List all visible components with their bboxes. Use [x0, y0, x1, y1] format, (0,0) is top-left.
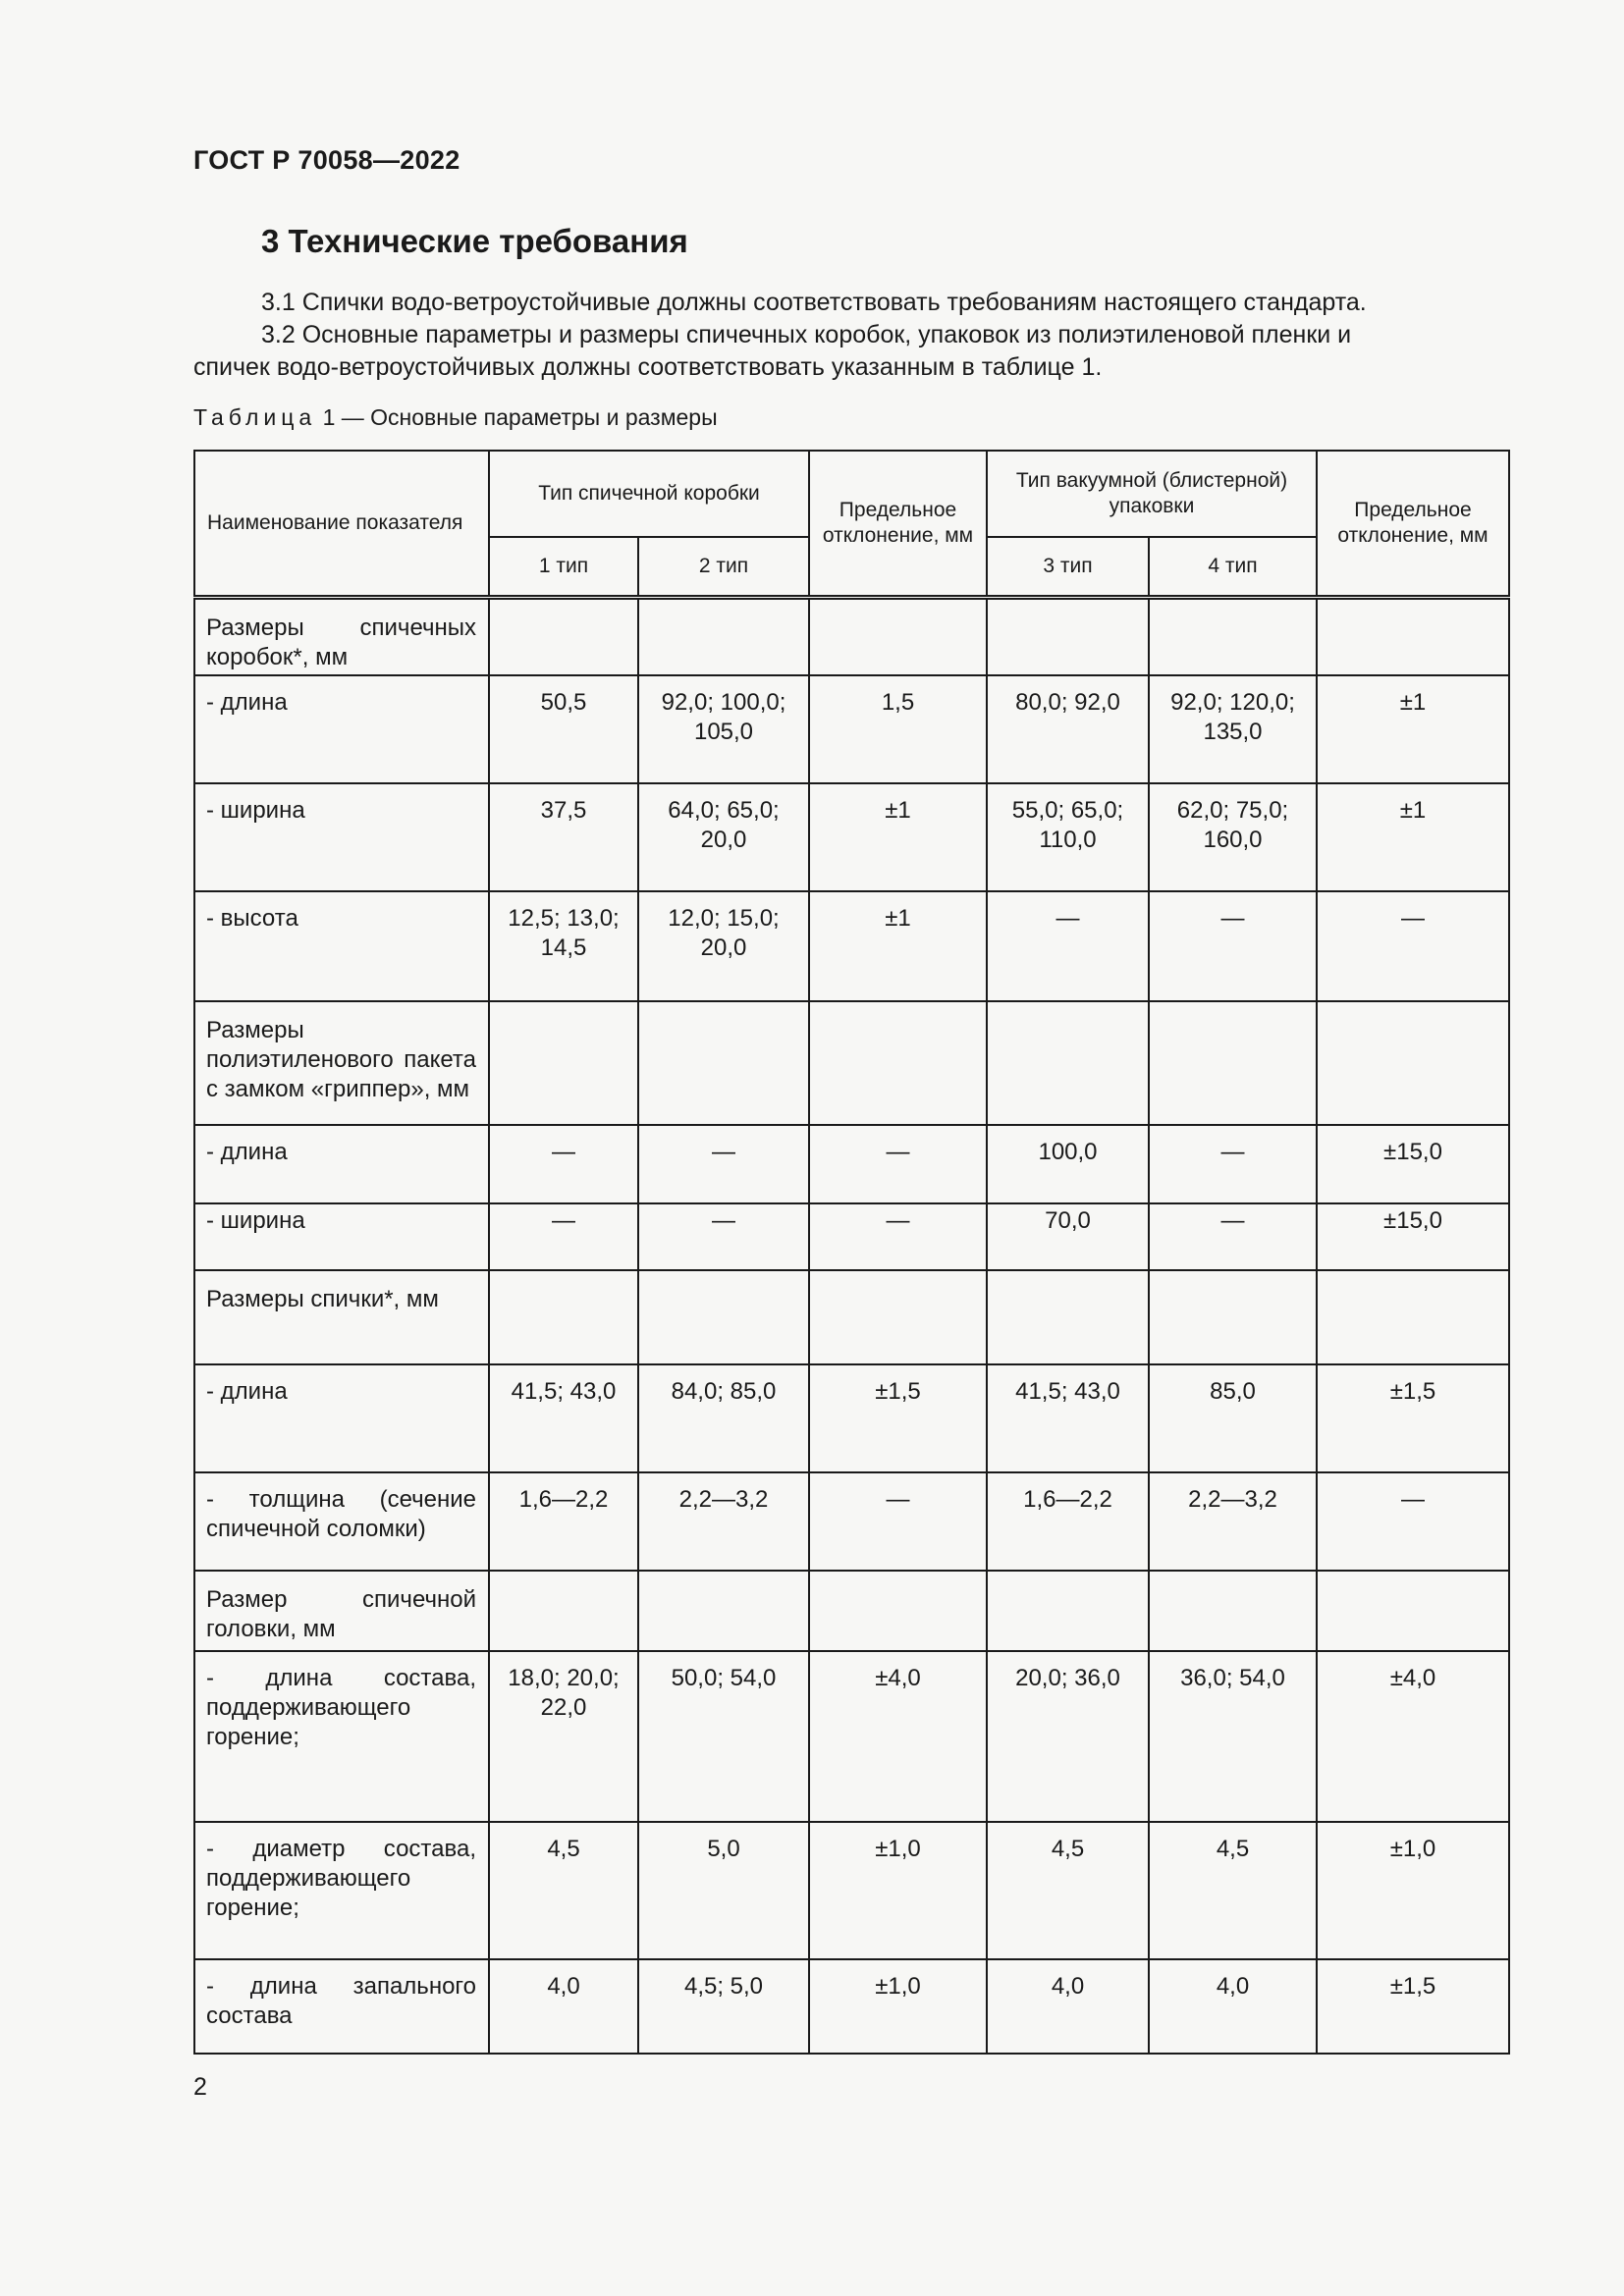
value-cell-t2: [638, 891, 809, 1001]
table-row: [194, 1125, 1509, 1203]
group-title-cell: [194, 598, 489, 676]
value-t3: 70,0: [1045, 1207, 1091, 1234]
empty-cell: [1149, 1270, 1317, 1364]
row-label-cell: [194, 1125, 489, 1203]
header-deviation-1: Предельное отклонение, мм: [809, 451, 987, 598]
value-cell-t1: [489, 783, 638, 891]
value-cell-t1: [489, 1203, 638, 1270]
value-cell-d2: [1317, 891, 1509, 1001]
group-title: Размер спичечной головки, мм: [206, 1586, 476, 1642]
header-box-type: Тип спичечной коробки: [489, 451, 809, 537]
empty-cell: [638, 598, 809, 676]
row-label: - длина запального состава: [206, 1973, 476, 2029]
value-cell-d1: [809, 1959, 987, 2054]
table-caption-word: Таблица: [193, 404, 317, 430]
value-cell-t2: [638, 1364, 809, 1472]
header-name: Наименование показателя: [194, 451, 489, 598]
row-label-cell: [194, 1822, 489, 1959]
value-t2: —: [712, 1207, 735, 1234]
value-d1: ±1,0: [875, 1973, 921, 2000]
empty-cell: [987, 1001, 1149, 1125]
value-t3: 4,5: [1051, 1836, 1085, 1862]
value-cell-t2: [638, 1125, 809, 1203]
value-cell-d2: [1317, 1125, 1509, 1203]
value-cell-d1: [809, 1472, 987, 1571]
table-caption-rest: 1 — Основные параметры и размеры: [316, 404, 718, 430]
value-cell-t4: [1149, 891, 1317, 1001]
value-cell-d2: [1317, 783, 1509, 891]
empty-cell: [809, 598, 987, 676]
value-d2: ±1: [1399, 689, 1427, 716]
empty-cell: [987, 1270, 1149, 1364]
value-cell-t4: [1149, 1203, 1317, 1270]
value-cell-t2: [638, 1472, 809, 1571]
value-d2: ±4,0: [1389, 1665, 1436, 1691]
value-d2: —: [1401, 905, 1425, 932]
value-t3: 20,0; 36,0: [1015, 1665, 1120, 1691]
value-cell-t3: [987, 1472, 1149, 1571]
table-group-row: [194, 1571, 1509, 1651]
empty-cell: [489, 1001, 638, 1125]
value-t3: 1,6—2,2: [1023, 1486, 1112, 1513]
value-cell-t4: [1149, 1125, 1317, 1203]
value-cell-t4: [1149, 783, 1317, 891]
table-row: [194, 1472, 1509, 1571]
value-d2: ±1,0: [1389, 1836, 1436, 1862]
empty-cell: [489, 1571, 638, 1651]
value-t2: 5,0: [707, 1836, 740, 1862]
table-row: [194, 1959, 1509, 2054]
value-cell-t1: [489, 1959, 638, 2054]
value-t1: 37,5: [540, 797, 587, 824]
empty-cell: [638, 1270, 809, 1364]
value-cell-t2: [638, 1203, 809, 1270]
empty-cell: [1317, 1571, 1509, 1651]
value-t2: 84,0; 85,0: [671, 1378, 777, 1405]
row-label-cell: [194, 891, 489, 1001]
value-cell-t4: [1149, 675, 1317, 783]
group-title-cell: [194, 1001, 489, 1125]
value-t2: 2,2—3,2: [678, 1486, 769, 1513]
page-number: 2: [193, 2073, 207, 2101]
value-cell-t1: [489, 891, 638, 1001]
value-t1: —: [552, 1207, 575, 1234]
empty-cell: [489, 598, 638, 676]
empty-cell: [809, 1001, 987, 1125]
value-d1: ±1,0: [875, 1836, 921, 1862]
header-type-1: 1 тип: [489, 537, 638, 598]
paragraph-3-1-text: 3.1 Спички водо-ветроустойчивые должны соответствовать требованиям настоящего стандарта.: [261, 289, 1367, 316]
value-t2: 64,0; 65,0; 20,0: [668, 797, 780, 853]
section-heading: 3 Технические требования: [261, 223, 688, 259]
value-t2: 50,0; 54,0: [671, 1665, 777, 1691]
value-t3: 4,0: [1051, 1973, 1085, 2000]
value-cell-t1: [489, 1125, 638, 1203]
value-cell-d1: [809, 675, 987, 783]
value-d2: ±1: [1399, 797, 1427, 824]
value-cell-d2: [1317, 1364, 1509, 1472]
value-cell-d1: [809, 1364, 987, 1472]
value-cell-d1: [809, 1822, 987, 1959]
value-t4: 4,5: [1216, 1836, 1250, 1862]
paragraph-3-2-line1: 3.2 Основные параметры и размеры спичечных коробок, упаковок из полиэтиленовой пленки и: [261, 321, 1352, 348]
row-label-cell: [194, 1472, 489, 1571]
value-d2: ±1,5: [1389, 1973, 1436, 2000]
value-t4: 92,0; 120,0; 135,0: [1170, 689, 1295, 745]
value-t1: 41,5; 43,0: [511, 1378, 617, 1405]
value-t3: 80,0; 92,0: [1015, 689, 1120, 716]
row-label: - длина состава, поддерживающего горение;: [206, 1665, 476, 1750]
value-d1: ±1,5: [875, 1378, 921, 1405]
value-cell-d2: [1317, 1959, 1509, 2054]
table-row: [194, 1822, 1509, 1959]
row-label-cell: [194, 675, 489, 783]
row-label-cell: [194, 1364, 489, 1472]
value-t4: —: [1220, 1139, 1245, 1165]
value-t1: 4,0: [547, 1973, 580, 2000]
value-cell-t2: [638, 1822, 809, 1959]
row-label: - толщина (сечение спичечной соломки): [206, 1486, 476, 1542]
value-t2: 4,5; 5,0: [683, 1973, 764, 2000]
group-title: Размеры спички*, мм: [206, 1286, 439, 1312]
header-type-2: 2 тип: [638, 537, 809, 598]
table-caption: [193, 404, 718, 431]
value-cell-d1: [809, 1651, 987, 1822]
value-d2: ±15,0: [1383, 1207, 1442, 1234]
table-row: [194, 675, 1509, 783]
table-group-row: [194, 1001, 1509, 1125]
group-title-cell: [194, 1571, 489, 1651]
value-cell-d2: [1317, 675, 1509, 783]
value-cell-t3: [987, 1822, 1149, 1959]
table-row: [194, 1651, 1509, 1822]
value-t4: 36,0; 54,0: [1180, 1665, 1285, 1691]
value-t3: 41,5; 43,0: [1015, 1378, 1120, 1405]
table-row: [194, 1364, 1509, 1472]
value-d1: —: [886, 1139, 910, 1165]
group-title-cell: [194, 1270, 489, 1364]
value-t3: —: [1056, 905, 1080, 932]
value-cell-t1: [489, 1822, 638, 1959]
empty-cell: [987, 1571, 1149, 1651]
header-type-3: 3 тип: [987, 537, 1149, 598]
empty-cell: [1317, 1001, 1509, 1125]
table-row: [194, 1203, 1509, 1270]
empty-cell: [638, 1001, 809, 1125]
row-label: - ширина: [206, 797, 305, 824]
value-cell-t2: [638, 783, 809, 891]
value-t2: 92,0; 100,0; 105,0: [661, 689, 786, 745]
value-t1: —: [552, 1139, 575, 1165]
empty-cell: [987, 598, 1149, 676]
value-t1: 50,5: [540, 689, 587, 716]
row-label-cell: [194, 1651, 489, 1822]
value-d2: —: [1401, 1486, 1425, 1513]
value-cell-t3: [987, 675, 1149, 783]
value-d1: 1,5: [881, 689, 915, 716]
group-title: Размеры полиэтиленового пакета с замком «гриппер», мм: [206, 1017, 476, 1102]
document-code: ГОСТ Р 70058—2022: [193, 145, 460, 175]
value-cell-t1: [489, 675, 638, 783]
empty-cell: [1149, 1571, 1317, 1651]
row-label-cell: [194, 1203, 489, 1270]
value-cell-t2: [638, 1959, 809, 2054]
row-label: - длина: [206, 689, 288, 716]
value-cell-t3: [987, 783, 1149, 891]
row-label: - ширина: [206, 1207, 305, 1234]
value-t1: 12,5; 13,0; 14,5: [508, 905, 620, 961]
value-cell-t4: [1149, 1959, 1317, 2054]
paragraph-3-2: [193, 319, 1508, 384]
value-cell-d1: [809, 1125, 987, 1203]
empty-cell: [638, 1571, 809, 1651]
value-d1: ±4,0: [875, 1665, 921, 1691]
empty-cell: [1149, 1001, 1317, 1125]
empty-cell: [809, 1270, 987, 1364]
header-vacuum-type: Тип вакуумной (блистерной) упаковки: [987, 451, 1317, 537]
table-body: [194, 598, 1509, 2055]
value-t1: 18,0; 20,0; 22,0: [508, 1665, 620, 1721]
value-d2: ±1,5: [1389, 1378, 1436, 1405]
value-cell-t4: [1149, 1822, 1317, 1959]
value-t3: 55,0; 65,0; 110,0: [1011, 797, 1124, 853]
value-t2: 12,0; 15,0; 20,0: [668, 905, 780, 961]
row-label: - диаметр состава, поддерживающего горение;: [206, 1836, 476, 1921]
value-d2: ±15,0: [1383, 1139, 1442, 1165]
value-t4: 2,2—3,2: [1188, 1486, 1277, 1513]
value-t1: 4,5: [547, 1836, 580, 1862]
empty-cell: [1317, 598, 1509, 676]
paragraph-3-2-line2: спичек водо-ветроустойчивых должны соответствовать указанным в таблице 1.: [193, 353, 1103, 381]
row-label: - длина: [206, 1139, 288, 1165]
value-cell-t1: [489, 1651, 638, 1822]
table-row: [194, 891, 1509, 1001]
value-cell-d2: [1317, 1651, 1509, 1822]
row-label-cell: [194, 1959, 489, 2054]
value-cell-d1: [809, 1203, 987, 1270]
value-cell-d1: [809, 783, 987, 891]
value-t4: 85,0: [1210, 1378, 1256, 1405]
row-label-cell: [194, 783, 489, 891]
empty-cell: [1317, 1270, 1509, 1364]
value-cell-d2: [1317, 1822, 1509, 1959]
paragraph-3-1: [193, 287, 1508, 319]
value-cell-t3: [987, 891, 1149, 1001]
header-deviation-2: Предельное отклонение, мм: [1317, 451, 1509, 598]
value-t4: —: [1220, 1207, 1245, 1234]
table-row: [194, 783, 1509, 891]
value-t1: 1,6—2,2: [518, 1486, 609, 1513]
row-label: - высота: [206, 905, 298, 932]
table-group-row: [194, 598, 1509, 676]
value-cell-t4: [1149, 1364, 1317, 1472]
value-cell-t3: [987, 1959, 1149, 2054]
value-t4: 62,0; 75,0; 160,0: [1176, 797, 1289, 853]
value-cell-d1: [809, 891, 987, 1001]
value-t2: —: [712, 1139, 735, 1165]
value-t4: —: [1220, 905, 1245, 932]
parameters-table: [193, 450, 1510, 2055]
value-cell-t2: [638, 1651, 809, 1822]
value-cell-d2: [1317, 1203, 1509, 1270]
value-cell-t3: [987, 1203, 1149, 1270]
value-d1: ±1: [885, 905, 911, 932]
value-cell-t3: [987, 1125, 1149, 1203]
empty-cell: [489, 1270, 638, 1364]
value-d1: —: [886, 1207, 910, 1234]
empty-cell: [1149, 598, 1317, 676]
value-cell-t1: [489, 1472, 638, 1571]
empty-cell: [809, 1571, 987, 1651]
group-title: Размеры спичечных коробок*, мм: [206, 614, 476, 670]
value-cell-t1: [489, 1364, 638, 1472]
table-group-row: [194, 1270, 1509, 1364]
value-cell-t3: [987, 1651, 1149, 1822]
value-d1: —: [886, 1486, 910, 1513]
value-cell-t3: [987, 1364, 1149, 1472]
value-cell-t4: [1149, 1651, 1317, 1822]
value-d1: ±1: [885, 797, 911, 824]
value-cell-t4: [1149, 1472, 1317, 1571]
value-t4: 4,0: [1216, 1973, 1250, 2000]
value-cell-d2: [1317, 1472, 1509, 1571]
row-label: - длина: [206, 1378, 288, 1405]
value-t3: 100,0: [1038, 1139, 1098, 1165]
header-type-4: 4 тип: [1149, 537, 1317, 598]
value-cell-t2: [638, 675, 809, 783]
